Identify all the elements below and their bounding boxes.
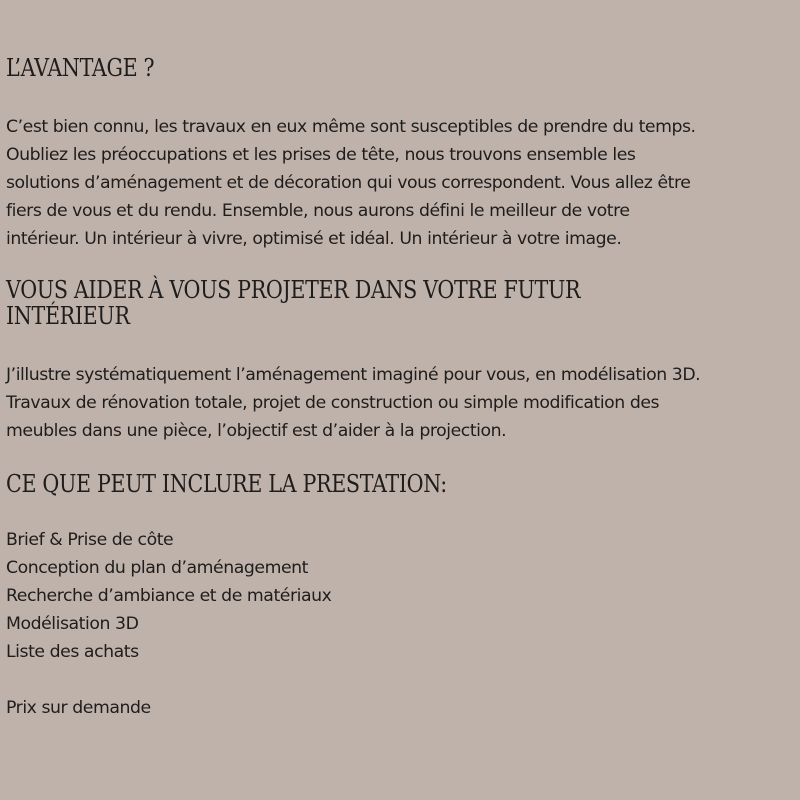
list-item: Recherche d’ambiance et de matériaux (6, 586, 332, 606)
paragraph-line: J’illustre systématiquement l’aménagement imaginé pour vous, en modélisation 3D. (6, 365, 701, 385)
paragraph-line: meubles dans une pièce, l’objectif est d’aider à la projection. (6, 421, 507, 441)
list-item: Brief & Prise de côte (6, 530, 174, 550)
heading-avantage: L’AVANTAGE ? (6, 54, 155, 82)
content-page (6, 0, 796, 800)
paragraph-line: solutions d’aménagement et de décoration qui vous correspondent. Vous allez être (6, 173, 691, 193)
list-item: Liste des achats (6, 642, 139, 662)
paragraph-line: Travaux de rénovation totale, projet de construction ou simple modification des (6, 393, 660, 413)
list-item: Modélisation 3D (6, 614, 139, 634)
paragraph-avantage (6, 113, 796, 253)
paragraph-line: Oubliez les préoccupations et les prises de tête, nous trouvons ensemble les (6, 145, 636, 165)
heading-prestation: CE QUE PEUT INCLURE LA PRESTATION: (6, 470, 447, 498)
paragraph-projeter (6, 361, 796, 445)
paragraph-line: fiers de vous et du rendu. Ensemble, nous aurons défini le meilleur de votre (6, 201, 630, 221)
heading-projeter-line2: INTÉRIEUR (6, 302, 130, 330)
price-note: Prix sur demande (6, 698, 151, 718)
list-item: Conception du plan d’aménagement (6, 558, 308, 578)
heading-projeter-line1: VOUS AIDER À VOUS PROJETER DANS VOTRE FUTUR (6, 276, 581, 304)
paragraph-line: C’est bien connu, les travaux en eux même sont susceptibles de prendre du temps. (6, 117, 696, 137)
prestation-list (6, 526, 331, 666)
paragraph-line: intérieur. Un intérieur à vivre, optimisé et idéal. Un intérieur à votre image. (6, 229, 622, 249)
